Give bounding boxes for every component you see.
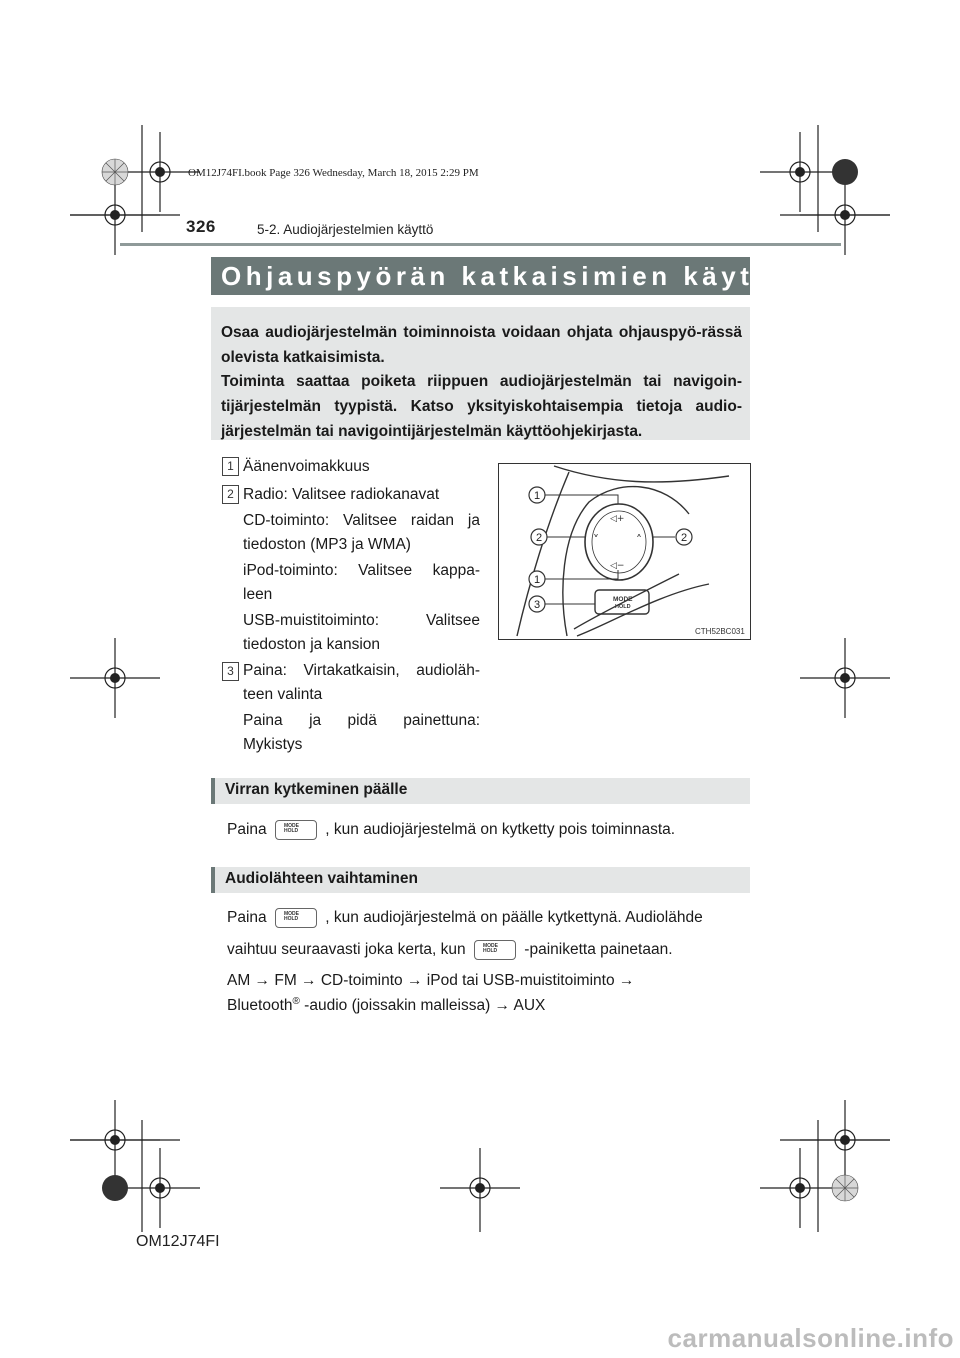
source-sequence-line-1: AM → FM → CD-toiminto → iPod tai USB-muistitoiminto → xyxy=(227,972,635,989)
source-line-2 xyxy=(227,940,673,960)
sequence-line2-rest: -audio (joissakin malleissa) → AUX xyxy=(299,997,546,1015)
diagram-mode-label: MODE xyxy=(613,596,633,603)
mode-button-icon: MODE HOLD xyxy=(474,940,516,960)
item3-line2: teen valinta xyxy=(243,686,323,703)
item2-ipod-line2: leen xyxy=(243,586,273,603)
power-section-heading: Virran kytkeminen päälle xyxy=(225,781,408,798)
source-line1-after: , kun audiojärjestelmä on päälle kytkettynä. Audiolähde xyxy=(325,909,703,927)
steering-switch-diagram xyxy=(498,463,751,640)
watermark: carmanualsonline.info xyxy=(667,1323,954,1353)
item2-cd-line2: tiedoston (MP3 ja WMA) xyxy=(243,536,411,553)
registered-mark: ® xyxy=(292,996,300,1007)
bluetooth-label: Bluetooth xyxy=(227,997,293,1015)
diagram-code: CTH52BC031 xyxy=(695,627,745,636)
source-line-1 xyxy=(227,908,703,928)
header-rule xyxy=(120,243,841,246)
item-text-2: Radio: Valitsee radiokanavat xyxy=(243,486,440,503)
diagram-hold-label: HOLD xyxy=(615,604,631,610)
item2-usb-line1: USB-muistitoiminto: Valitsee xyxy=(243,612,480,629)
item3-hold-line1: Paina ja pidä painettuna: xyxy=(243,712,480,729)
item-number-1: 1 xyxy=(222,457,239,476)
item2-usb-line2: tiedoston ja kansion xyxy=(243,636,381,653)
footer-code: OM12J74FI xyxy=(136,1233,220,1250)
steering-switch-illustration xyxy=(499,464,750,639)
callout-3: 3 xyxy=(533,599,541,611)
item2-cd-line1: CD-toiminto: Valitsee raidan ja xyxy=(243,512,480,529)
power-section-text xyxy=(227,820,675,840)
item3-hold-line2: Mykistys xyxy=(243,736,303,753)
callout-1-top: 1 xyxy=(533,490,541,502)
book-info-line: OM12J74FI.book Page 326 Wednesday, March 18, 2015 2:29 PM xyxy=(188,167,479,179)
item-number-2: 2 xyxy=(222,485,239,504)
callout-2-left: 2 xyxy=(535,532,543,544)
svg-text:◁+: ◁+ xyxy=(610,514,625,524)
callout-1-bottom: 1 xyxy=(533,574,541,586)
svg-text:◁−: ◁− xyxy=(610,561,625,571)
item2-ipod-line1: iPod-toiminto: Valitsee kappa- xyxy=(243,562,480,579)
intro-paragraph-2: Toiminta saattaa poiketa riippuen audiojärjestelmän tai navigoin-tijärjestelmän tyypistä. Katso yksityiskohtaisempia tietoja audio-järjestelmän tai navigointijärjestelmän käyttöohjekirjasta. xyxy=(221,373,742,440)
page-number: 326 xyxy=(186,217,216,236)
section-label: 5-2. Audiojärjestelmien käyttö xyxy=(257,222,434,237)
mode-button-icon: MODE HOLD xyxy=(275,908,317,928)
page-title: Ohjauspyörän katkaisimien käyttö xyxy=(221,261,787,291)
power-text-after: , kun audiojärjestelmä on kytketty pois toiminnasta. xyxy=(325,821,676,839)
source-section-heading-bar xyxy=(211,867,750,893)
item-text-1: Äänenvoimakkuus xyxy=(243,458,370,475)
title-bar xyxy=(211,257,787,295)
source-line2-before: vaihtuu seuraavasti joka kerta, kun xyxy=(227,941,466,959)
intro-paragraph-1: Osaa audiojärjestelmän toiminnoista voidaan ohjata ohjauspyö-rässä olevista katkaisimista. xyxy=(221,324,742,366)
svg-text:˅: ˅ xyxy=(593,533,599,547)
source-section-heading: Audiolähteen vaihtaminen xyxy=(225,870,418,887)
power-text-before: Paina xyxy=(227,821,267,839)
source-line2-after: -painiketta painetaan. xyxy=(524,941,673,959)
power-section-heading-bar xyxy=(211,778,750,804)
source-line1-before: Paina xyxy=(227,909,267,927)
mode-button-icon: MODE HOLD xyxy=(275,820,317,840)
callout-2-right: 2 xyxy=(680,532,688,544)
source-sequence-line-2 xyxy=(227,996,545,1015)
item-number-3: 3 xyxy=(222,662,239,681)
svg-text:˄: ˄ xyxy=(636,533,642,547)
intro-box xyxy=(211,307,750,440)
item3-line1: Paina: Virtakatkaisin, audioläh- xyxy=(243,662,480,679)
